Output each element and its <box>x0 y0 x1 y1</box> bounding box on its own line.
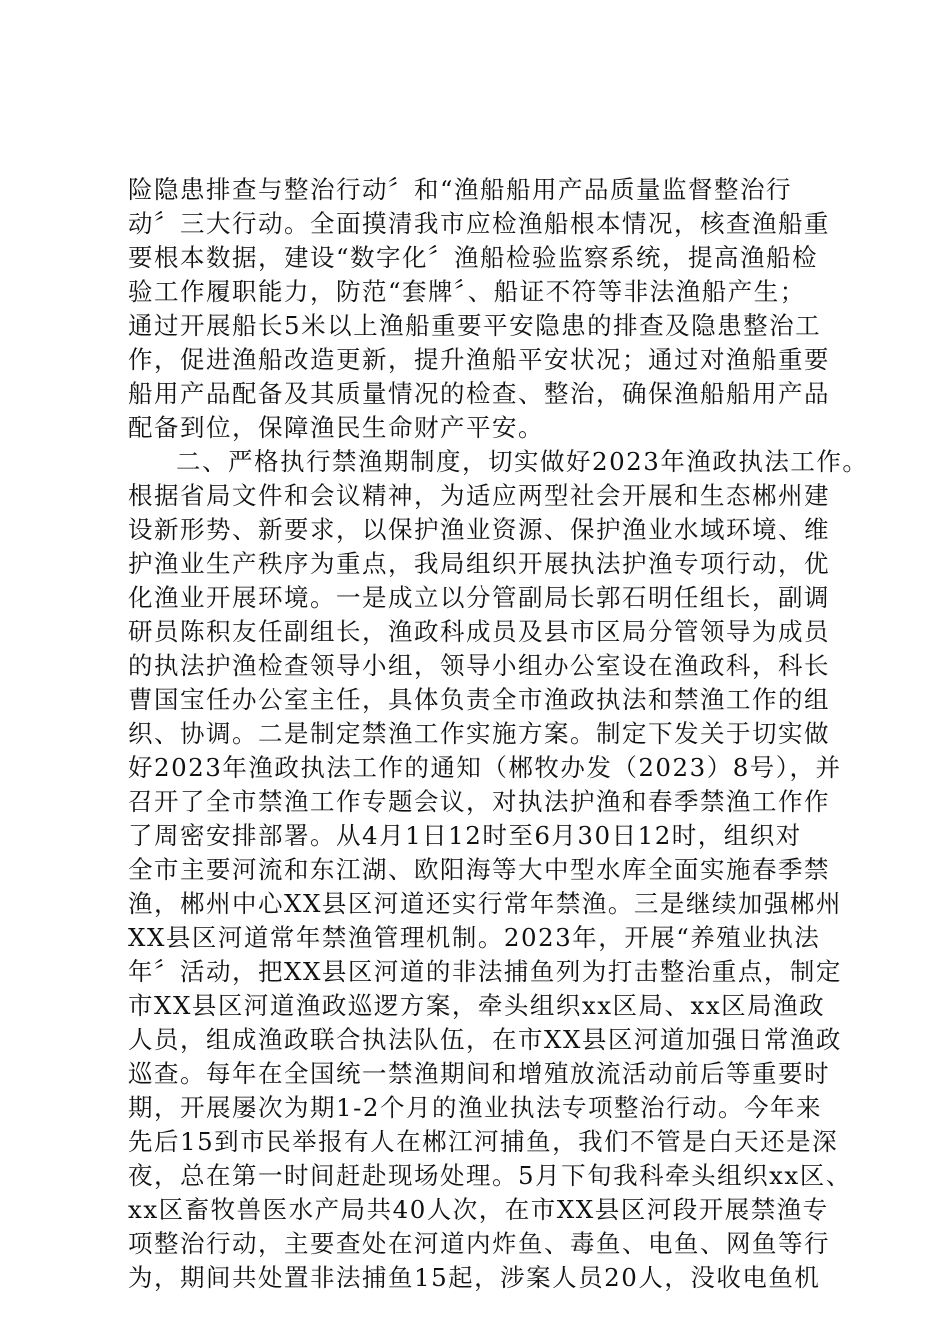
text-line: 设新形势、新要求，以保护渔业资源、保护渔业水域环境、维 <box>128 515 830 544</box>
text-line: 验工作履职能力，防范“套牌〞、船证不符等非法渔船产生； <box>128 277 806 306</box>
text-line: 先后15到市民举报有人在郴江河捕鱼，我们不管是白天还是深 <box>128 1127 839 1156</box>
text-line: 船用产品配备及其质量情况的检查、整治，确保渔船船用产品 <box>128 379 830 408</box>
text-line: 护渔业生产秩序为重点，我局组织开展执法护渔专项行动，优 <box>128 549 830 578</box>
text-line: 研员陈积友任副组长，渔政科成员及县市区局分管领导为成员 <box>128 617 830 646</box>
text-line: 人员，组成渔政联合执法队伍，在市XX县区河道加强日常渔政 <box>128 1025 842 1054</box>
text-line: 织、协调。二是制定禁渔工作实施方案。制定下发关于切实做 <box>128 719 830 748</box>
text-line: 化渔业开展环境。一是成立以分管副局长郭石明任组长，副调 <box>128 583 830 612</box>
text-line: 配备到位，保障渔民生命财产平安。 <box>128 413 544 442</box>
section-heading-line: 二、严格执行禁渔期制度，切实做好2023年渔政执法工作。 <box>176 447 869 476</box>
text-line: 市XX县区河道渔政巡逻方案，牵头组织xx区局、xx区局渔政 <box>128 991 826 1020</box>
text-line: 召开了全市禁渔工作专题会议，对执法护渔和春季禁渔工作作 <box>128 787 830 816</box>
text-line: 了周密安排部署。从4月1日12时至6月30日12时，组织对 <box>128 821 802 850</box>
text-line: XX县区河道常年禁渔管理机制。2023年，开展“养殖业执法 <box>128 923 821 952</box>
text-line: 项整治行动，主要查处在河道内炸鱼、毒鱼、电鱼、网鱼等行 <box>128 1229 830 1258</box>
text-line: 险隐患排查与整治行动〞和“渔船船用产品质量监督整治行 <box>128 175 793 204</box>
text-line: 的执法护渔检查领导小组，领导小组办公室设在渔政科，科长 <box>128 651 830 680</box>
text-line: 巡查。每年在全国统一禁渔期间和增殖放流活动前后等重要时 <box>128 1059 830 1088</box>
body-text <box>128 173 869 1295</box>
text-line: 动〞三大行动。全面摸清我市应检渔船根本情况，核查渔船重 <box>128 209 830 238</box>
text-line: 全市主要河流和东江湖、欧阳海等大中型水库全面实施春季禁 <box>128 855 830 884</box>
text-line: 作，促进渔船改造更新，提升渔船平安状况；通过对渔船重要 <box>128 345 830 374</box>
text-line: 渔，郴州中心XX县区河道还实行常年禁渔。三是继续加强郴州 <box>128 889 842 918</box>
text-line: 为，期间共处置非法捕鱼15起，涉案人员20人，没收电鱼机 <box>128 1263 821 1292</box>
text-line: 夜，总在第一时间赶赴现场处理。5月下旬我科牵头组织xx区、 <box>128 1161 852 1190</box>
text-line: xx区畜牧兽医水产局共40人次，在市XX县区河段开展禁渔专 <box>128 1195 829 1224</box>
text-line: 要根本数据，建设“数字化〞渔船检验监察系统，提高渔船检 <box>128 243 819 272</box>
text-line: 年〞活动，把XX县区河道的非法捕鱼列为打击整治重点，制定 <box>128 957 842 986</box>
text-line: 期，开展屡次为期1-2个月的渔业执法专项整治行动。今年来 <box>128 1093 822 1122</box>
text-line: 通过开展船长5米以上渔船重要平安隐患的排查及隐患整治工 <box>128 311 822 340</box>
text-line: 根据省局文件和会议精神，为适应两型社会开展和生态郴州建 <box>128 481 830 510</box>
text-line: 好2023年渔政执法工作的通知（郴牧办发（2023）8号），并 <box>128 753 842 782</box>
text-line: 曹国宝任办公室主任，具体负责全市渔政执法和禁渔工作的组 <box>128 685 830 714</box>
